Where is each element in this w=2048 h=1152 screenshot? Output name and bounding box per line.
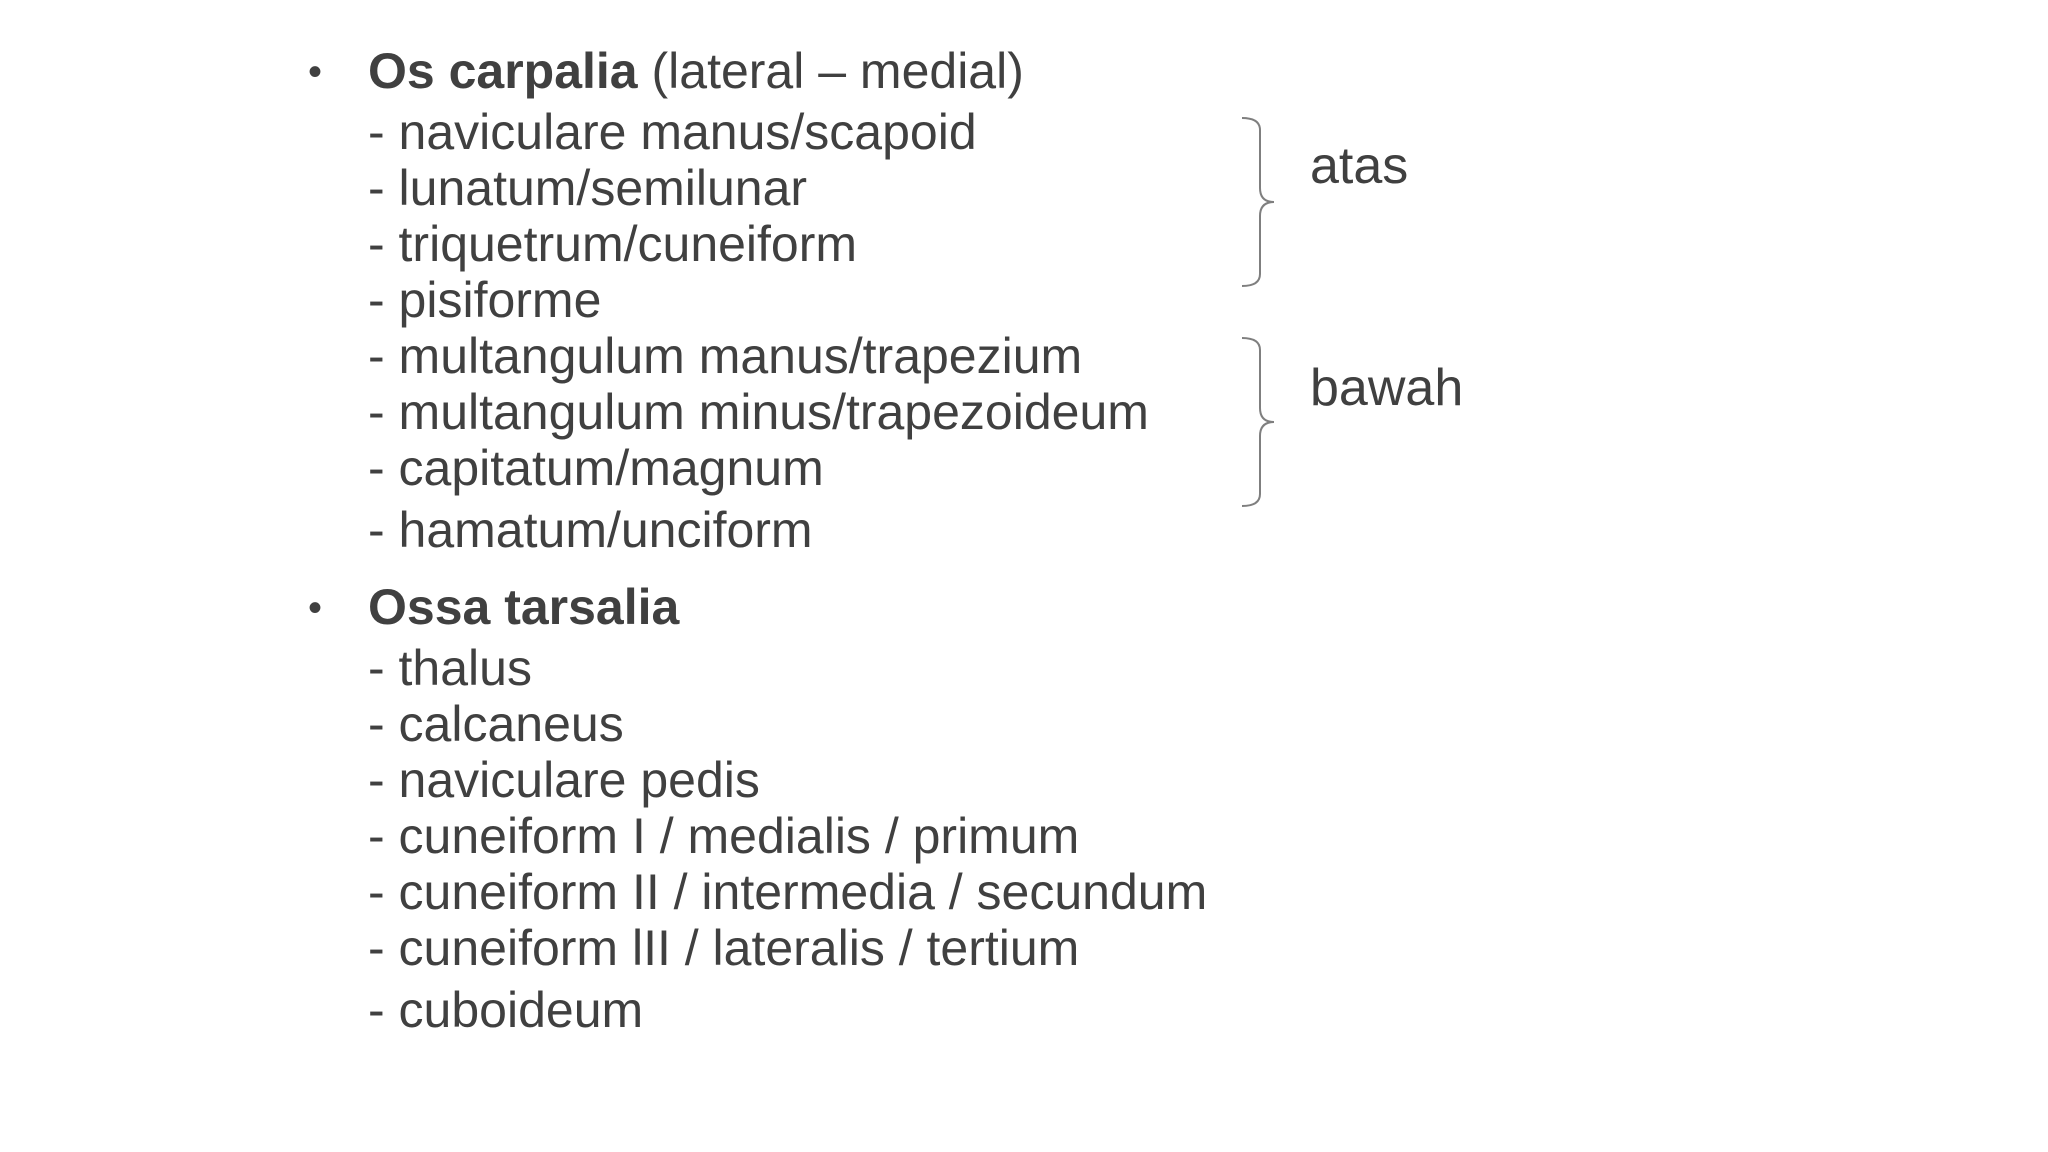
carpal-item: - naviculare manus/scapoid — [368, 104, 977, 160]
tarsal-heading — [368, 574, 1668, 640]
carpal-item: - capitatum/magnum — [368, 440, 824, 496]
tarsal-item: - calcaneus — [368, 696, 624, 752]
carpal-item: - hamatum/unciform — [368, 502, 813, 558]
brace-bottom-icon — [1240, 336, 1300, 508]
tarsal-item: - cuneiform lII / lateralis / tertium — [368, 920, 1080, 976]
tarsal-heading-bold: Ossa tarsalia — [368, 579, 680, 635]
carpal-item: - pisiforme — [368, 272, 602, 328]
carpal-item: - lunatum/semilunar — [368, 160, 808, 216]
tarsal-item: - cuneiform I / medialis / primum — [368, 808, 1080, 864]
brace-top-icon — [1240, 116, 1300, 288]
carpal-heading-bold: Os carpalia — [368, 43, 638, 99]
group-label-atas: atas — [1310, 137, 1409, 195]
bullet-icon: • — [308, 586, 323, 630]
carpal-list — [368, 38, 1668, 558]
carpal-item: - multangulum minus/trapezoideum — [368, 384, 1149, 440]
carpal-item: - triquetrum/cuneiform — [368, 216, 858, 272]
tarsal-list — [368, 574, 1668, 1038]
carpal-item: - multangulum manus/trapezium — [368, 328, 1083, 384]
carpal-heading — [368, 38, 1668, 104]
tarsal-item: - thalus — [368, 640, 532, 696]
tarsal-item: - cuneiform II / intermedia / secundum — [368, 864, 1208, 920]
carpal-heading-rest: (lateral – medial) — [637, 43, 1024, 99]
group-label-bawah: bawah — [1310, 359, 1464, 417]
tarsal-item: - cuboideum — [368, 982, 644, 1038]
bullet-icon: • — [308, 50, 323, 94]
tarsal-item: - naviculare pedis — [368, 752, 760, 808]
